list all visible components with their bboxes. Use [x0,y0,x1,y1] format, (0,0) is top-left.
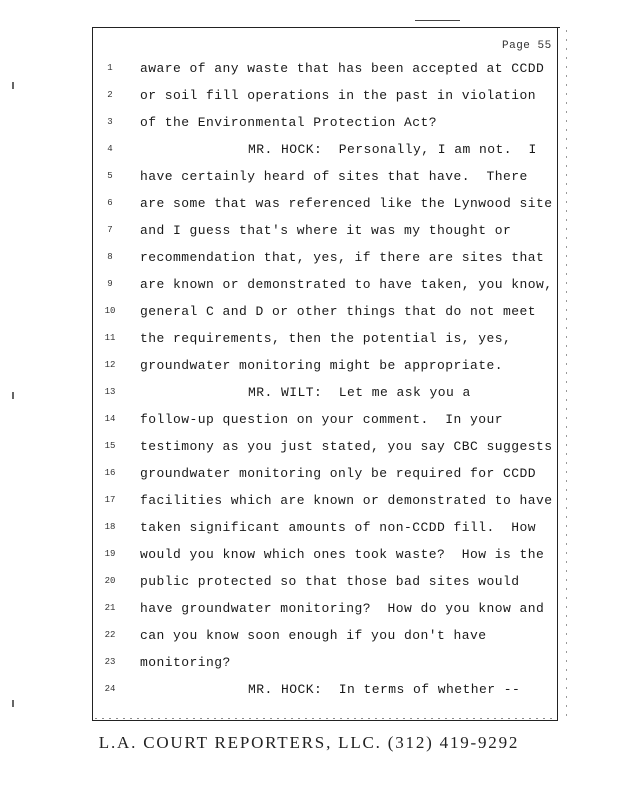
transcript-line: can you know soon enough if you don't have [140,628,487,643]
transcript-line: would you know which ones took waste? How is the [140,547,545,562]
transcript-line: public protected so that those bad sites would [140,574,520,589]
line-number: 22 [104,630,116,640]
line-number: 24 [104,684,116,694]
transcript-line: monitoring? [140,655,231,670]
line-number: 21 [104,603,116,613]
bottom-rule [95,718,555,719]
transcript-line: are some that was referenced like the Lynwood site [140,196,553,211]
line-number: 9 [107,279,113,289]
line-number: 1 [107,63,113,73]
transcript-line: MR. HOCK: In terms of whether -- [248,682,521,697]
transcript-line: MR. HOCK: Personally, I am not. I [248,142,537,157]
line-number: 3 [107,117,113,127]
line-number: 10 [104,306,116,316]
transcript-line: groundwater monitoring only be required for CCDD [140,466,537,481]
line-number: 13 [104,387,116,397]
transcript-line: MR. WILT: Let me ask you a [248,385,471,400]
transcript-line: recommendation that, yes, if there are sites that [140,250,545,265]
scan-mark [415,20,460,21]
transcript-line: have groundwater monitoring? How do you know and [140,601,545,616]
transcript-line: follow-up question on your comment. In your [140,412,504,427]
line-number: 11 [104,333,116,343]
transcript-line: and I guess that's where it was my thought or [140,223,512,238]
transcript-line: are known or demonstrated to have taken, you know, [140,277,553,292]
line-number: 19 [104,549,116,559]
page-number: Page 55 [502,40,552,52]
line-number: 12 [104,360,116,370]
transcript-line: or soil fill operations in the past in violation [140,88,537,103]
line-number: 20 [104,576,116,586]
punch-mark [12,392,14,399]
line-number: 7 [107,225,113,235]
line-number: 15 [104,441,116,451]
transcript-page-frame [92,27,558,721]
punch-mark [12,700,14,707]
transcript-line: aware of any waste that has been accepted at CCDD [140,61,545,76]
transcript-line: facilities which are known or demonstrated to have [140,493,553,508]
line-number: 18 [104,522,116,532]
transcript-line: general C and D or other things that do not meet [140,304,537,319]
line-number: 23 [104,657,116,667]
line-number: 17 [104,495,116,505]
line-number: 6 [107,198,113,208]
transcript-line: groundwater monitoring might be appropriate. [140,358,504,373]
court-reporter-footer: L.A. COURT REPORTERS, LLC. (312) 419-9292 [98,733,520,752]
transcript-line: taken significant amounts of non-CCDD fill. How [140,520,537,535]
transcript-line: of the Environmental Protection Act? [140,115,438,130]
line-number: 4 [107,144,113,154]
scan-edge [566,30,567,720]
punch-mark [12,82,14,89]
line-number: 14 [104,414,116,424]
line-number: 2 [107,90,113,100]
line-number: 16 [104,468,116,478]
transcript-line: have certainly heard of sites that have. There [140,169,528,184]
transcript-line: testimony as you just stated, you say CBC suggests [140,439,553,454]
transcript-line: the requirements, then the potential is, yes, [140,331,512,346]
line-number: 5 [107,171,113,181]
line-number: 8 [107,252,113,262]
